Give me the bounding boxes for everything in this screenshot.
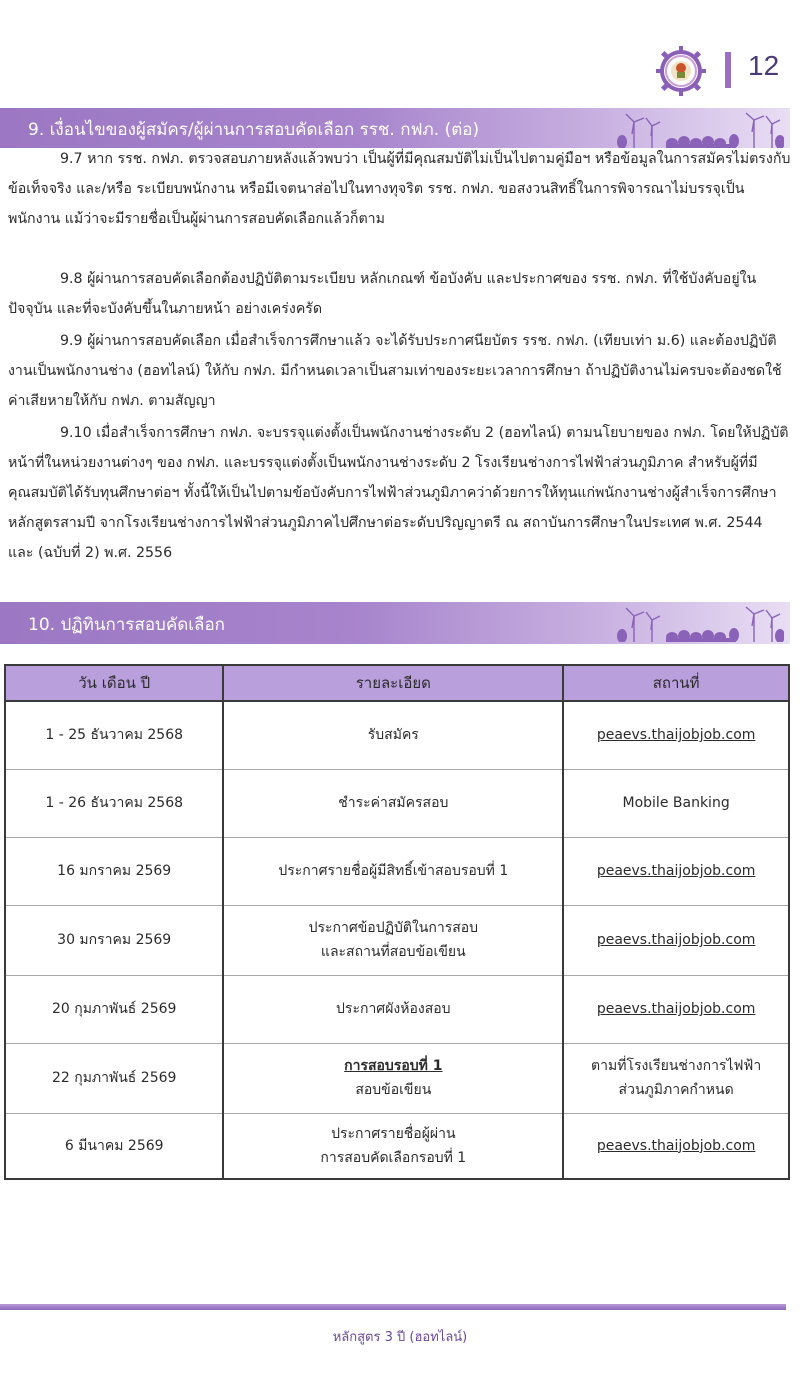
item-9-8-text: 9.8 ผู้ผ่านการสอบคัดเลือกต้องปฏิบัติตามระเบียบ หลักเกณฑ์ ข้อบังคับ และประกาศของ รรช. กฟภ. ที่ใช้บังคับอยู่ในปัจจุบัน และที่จะบังคับขึ้นในภายหน้า อย่างเคร่งครัด xyxy=(8,271,757,317)
website-link[interactable]: peaevs.thaijobjob.com xyxy=(596,1137,756,1154)
row-place xyxy=(563,975,789,1043)
website-link[interactable]: peaevs.thaijobjob.com xyxy=(596,1001,756,1017)
row-place xyxy=(563,701,789,769)
row-detail xyxy=(223,975,563,1043)
row-detail-line2: การสอบคัดเลือกรอบที่ 1 xyxy=(320,1149,467,1166)
row-detail xyxy=(223,769,563,837)
wind-turbine-decoration-icon xyxy=(594,110,784,148)
page-number: 12 xyxy=(748,50,780,81)
section-10-title: 10. ปฏิทินการสอบคัดเลือก xyxy=(28,615,225,635)
row-detail-heading: การสอบรอบที่ 1 xyxy=(344,1058,443,1074)
table-row xyxy=(5,1113,789,1179)
row-detail-line2: และสถานที่สอบข้อเขียน xyxy=(320,944,466,960)
website-link[interactable]: peaevs.thaijobjob.com xyxy=(596,932,756,948)
row-place xyxy=(563,837,789,905)
table-row xyxy=(5,905,789,975)
table-row xyxy=(5,1043,789,1113)
item-9-10 xyxy=(8,418,792,568)
row-date: 1 - 26 ธันวาคม 2568 xyxy=(5,769,223,837)
row-detail-text: ชำระค่าสมัครสอบ xyxy=(338,795,449,811)
item-9-7-text: 9.7 หาก รรช. กฟภ. ตรวจสอบภายหลังแล้วพบว่า เป็นผู้ที่มีคุณสมบัติไม่เป็นไปตามคู่มือฯ หรือข้อมูลในการสมัครไม่ตรงกับข้อเท็จจริง และ/หรือ ระเบียบพนักงาน หรือมีเจตนาส่อไปในทางทุจริต รรช. กฟภ. ขอสงวนสิทธิ์ในการพิจารณาไม่บรรจุเป็นพนักงาน แม้ว่าจะมีรายชื่อเป็นผู้ผ่านการสอบคัดเลือกแล้วก็ตาม xyxy=(8,151,791,227)
section-9-header xyxy=(0,108,790,148)
section-9-title: 9. เงื่อนไขของผู้สมัคร/ผู้ผ่านการสอบคัดเลือก รรช. กฟภ. (ต่อ) xyxy=(28,120,480,140)
row-place xyxy=(563,769,789,837)
row-detail xyxy=(223,1113,563,1179)
row-detail xyxy=(223,1043,563,1113)
row-detail-text: รับสมัคร xyxy=(367,727,419,744)
place-line2: ส่วนภูมิภาคกำหนด xyxy=(618,1082,734,1098)
row-detail-text: ประกาศรายชื่อผู้มีสิทธิ์เข้าสอบรอบที่ 1 xyxy=(278,863,509,879)
table-header-row xyxy=(5,665,789,701)
column-header-place: สถานที่ xyxy=(563,665,789,701)
row-detail-line1: ประกาศข้อปฏิบัติในการสอบ xyxy=(308,920,479,936)
wind-turbine-decoration-icon xyxy=(594,604,784,642)
row-detail-line2: สอบข้อเขียน xyxy=(355,1082,432,1098)
item-9-9 xyxy=(8,326,792,416)
row-date: 30 มกราคม 2569 xyxy=(5,905,223,975)
row-date: 22 กุมภาพันธ์ 2569 xyxy=(5,1043,223,1113)
place-text: Mobile Banking xyxy=(622,795,730,811)
website-link[interactable]: peaevs.thaijobjob.com xyxy=(596,863,756,879)
row-date: 1 - 25 ธันวาคม 2568 xyxy=(5,701,223,769)
column-header-detail: รายละเอียด xyxy=(223,665,563,701)
row-place xyxy=(563,1043,789,1113)
row-detail xyxy=(223,701,563,769)
table-row xyxy=(5,701,789,769)
column-header-date: วัน เดือน ปี xyxy=(5,665,223,701)
table-row xyxy=(5,975,789,1043)
page-header xyxy=(640,42,800,102)
item-9-10-text: 9.10 เมื่อสำเร็จการศึกษา กฟภ. จะบรรจุแต่งตั้งเป็นพนักงานช่างระดับ 2 (ฮอทไลน์) ตามนโยบายของ กฟภ. โดยให้ปฏิบัติหน้าที่ในหน่วยงานต่างๆ ของ กฟภ. และบรรจุแต่งตั้งเป็นพนักงานช่างระดับ 2 โรงเรียนช่างการไฟฟ้าส่วนภูมิภาค สำหรับผู้ที่มีคุณสมบัติได้รับทุนศึกษาต่อฯ ทั้งนี้ให้เป็นไปตามข้อบังคับการไฟฟ้าส่วนภูมิภาคว่าด้วยการให้ทุนแก่พนักงานช่างผู้สำเร็จการศึกษา หลักสูตรสามปี จากโรงเรียนช่างการไฟฟ้าส่วนภูมิภาคไปศึกษาต่อระดับปริญญาตรี ณ สถาบันการศึกษาในประเทศ พ.ศ. 2544 และ (ฉบับที่ 2) พ.ศ. 2556 xyxy=(8,425,789,561)
footer-course-label: หลักสูตร 3 ปี (ฮอทไลน์) xyxy=(332,1330,468,1345)
footer-divider xyxy=(0,1304,786,1310)
row-date: 16 มกราคม 2569 xyxy=(5,837,223,905)
place-line1: ตามที่โรงเรียนช่างการไฟฟ้า xyxy=(591,1058,762,1074)
page-number-divider xyxy=(725,52,731,88)
row-detail-text: ประกาศผังห้องสอบ xyxy=(336,1001,451,1017)
school-emblem-icon xyxy=(656,46,706,96)
row-date: 20 กุมภาพันธ์ 2569 xyxy=(5,975,223,1043)
row-detail xyxy=(223,837,563,905)
item-9-9-text: 9.9 ผู้ผ่านการสอบคัดเลือก เมื่อสำเร็จการศึกษาแล้ว จะได้รับประกาศนียบัตร รรช. กฟภ. (เทียบเท่า ม.6) และต้องปฏิบัติงานเป็นพนักงานช่าง (ฮอทไลน์) ให้กับ กฟภ. มีกำหนดเวลาเป็นสามเท่าของระยะเวลาการศึกษา ถ้าปฏิบัติงานไม่ครบจะต้องชดใช้ค่าเสียหายให้กับ กฟภ. ตามสัญญา xyxy=(8,333,782,409)
row-detail-line1: ประกาศรายชื่อผู้ผ่าน xyxy=(331,1125,456,1142)
row-detail xyxy=(223,905,563,975)
table-row xyxy=(5,837,789,905)
exam-schedule-table xyxy=(4,664,790,1180)
row-date: 6 มีนาคม 2569 xyxy=(5,1113,223,1179)
item-9-8 xyxy=(8,264,792,324)
row-place xyxy=(563,1113,789,1179)
website-link[interactable]: peaevs.thaijobjob.com xyxy=(596,727,756,744)
item-9-7 xyxy=(8,144,792,234)
section-10-header xyxy=(0,602,790,644)
row-place xyxy=(563,905,789,975)
table-row xyxy=(5,769,789,837)
